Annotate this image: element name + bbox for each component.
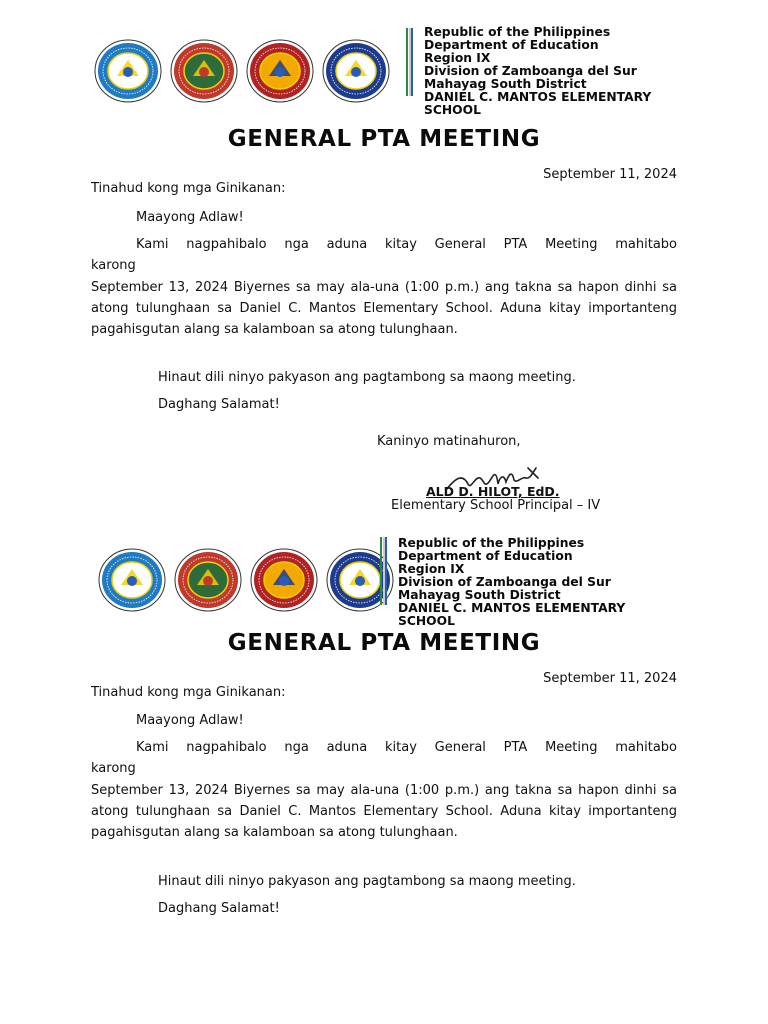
header-line-department: Department of Education (398, 549, 573, 563)
header-line-school-2: SCHOOL (398, 614, 455, 628)
body-line-1: Kami nagpahibalo nga aduna kitay General PTA Meeting mahitabo (136, 237, 677, 252)
thanks-line: Daghang Salamat! (158, 397, 280, 412)
thanks-line: Daghang Salamat! (158, 901, 280, 916)
letterhead-text (398, 537, 625, 628)
letter-date: September 11, 2024 (543, 167, 677, 182)
greeting: Maayong Adlaw! (136, 713, 244, 728)
request-line: Hinaut dili ninyo pakyason ang pagtambong sa maong meeting. (158, 370, 576, 385)
district-seal-icon (173, 545, 243, 615)
salutation: Tinahud kong mga Ginikanan: (91, 685, 286, 700)
header-divider (406, 28, 413, 96)
page-title: GENERAL PTA MEETING (227, 126, 541, 152)
letter-body (91, 737, 677, 843)
header-line-republic: Republic of the Philippines (424, 25, 611, 39)
principal-title: Elementary School Principal – IV (391, 498, 601, 513)
header-line-department: Department of Education (424, 38, 599, 52)
letter-date: September 11, 2024 (543, 671, 677, 686)
divider-stripe (385, 537, 387, 605)
header-line-republic: Republic of the Philippines (398, 536, 585, 550)
body-line-2: karong (91, 761, 136, 777)
header-line-region: Region IX (424, 51, 491, 65)
salutation: Tinahud kong mga Ginikanan: (91, 181, 286, 196)
header-line-division: Division of Zamboanga del Sur (424, 64, 637, 78)
principal-name: ALD D. HILOT, EdD. (426, 484, 560, 499)
greeting: Maayong Adlaw! (136, 210, 244, 225)
header-line-division: Division of Zamboanga del Sur (398, 575, 611, 589)
page-title: GENERAL PTA MEETING (227, 630, 541, 656)
closing-line: Kaninyo matinahuron, (377, 434, 521, 449)
district-seal-icon (169, 36, 239, 106)
body-line-1: Kami nagpahibalo nga aduna kitay General PTA Meeting mahitabo (136, 740, 677, 755)
school-seal-icon (93, 36, 163, 106)
division-seal-icon (245, 36, 315, 106)
request-line: Hinaut dili ninyo pakyason ang pagtambong sa maong meeting. (158, 874, 576, 889)
header-line-school-1: DANIEL C. MANTOS ELEMENTARY (424, 90, 652, 104)
body-line-2: karong (91, 258, 136, 274)
deped-seal-icon (321, 36, 391, 106)
header-line-school-2: SCHOOL (424, 103, 481, 117)
letter-body (91, 234, 677, 340)
header-line-region: Region IX (398, 562, 465, 576)
header-divider (380, 537, 387, 605)
body-rest: September 13, 2024 Biyernes sa may ala-una (1:00 p.m.) ang takna sa hapon dinhi sa atong tulunghaan sa Daniel C. Mantos Elementary School. Aduna kitay importanteng pagahisgutan alang sa kalamboan sa atong tulunghaan. (91, 782, 677, 841)
body-rest: September 13, 2024 Biyernes sa may ala-una (1:00 p.m.) ang takna sa hapon dinhi sa atong tulunghaan sa Daniel C. Mantos Elementary School. Aduna kitay importanteng pagahisgutan alang sa kalamboan sa atong tulunghaan. (91, 279, 677, 338)
school-seal-icon (97, 545, 167, 615)
division-seal-icon (249, 545, 319, 615)
header-line-district: Mahayag South District (424, 77, 587, 91)
header-line-district: Mahayag South District (398, 588, 561, 602)
header-line-school-1: DANIEL C. MANTOS ELEMENTARY (398, 601, 626, 615)
letterhead-text (424, 26, 651, 117)
divider-stripe (411, 28, 413, 96)
